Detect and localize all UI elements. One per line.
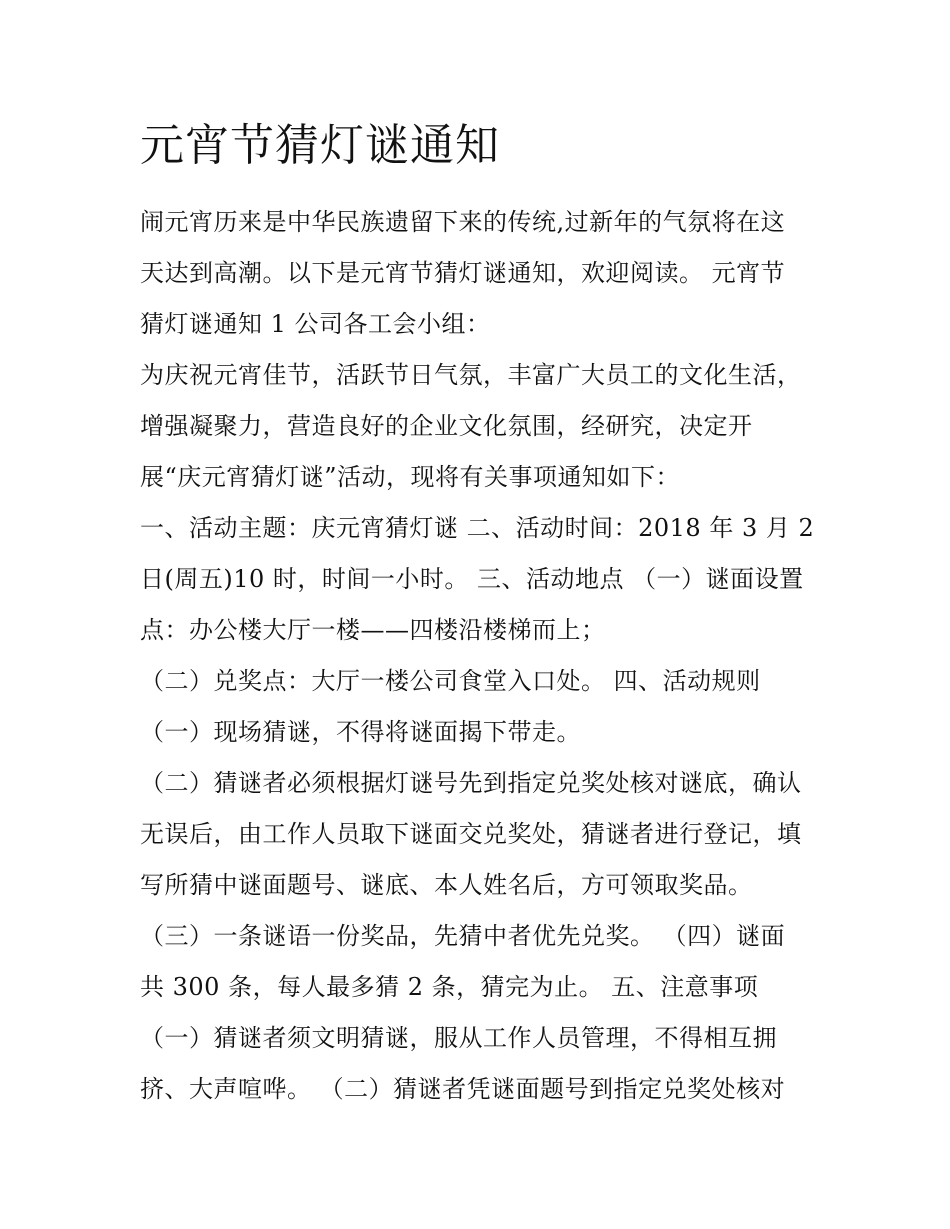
body-line: 写所猜中谜面题号、谜底、本人姓名后，方可领取奖品。 <box>140 871 753 899</box>
body-line: （二）兑奖点：大厅一楼公司食堂入口处。 四、活动规则 <box>140 667 761 695</box>
body-line: 增强凝聚力，营造良好的企业文化氛围，经研究，决定开 <box>140 412 753 440</box>
body-line: 闹元宵历来是中华民族遗留下来的传统,过新年的气氛将在这 <box>140 208 786 236</box>
body-line: 点：办公楼大厅一楼——四楼沿楼梯而上； <box>140 616 606 644</box>
body-line: 猜灯谜通知 1 公司各工会小组： <box>140 310 491 338</box>
body-line: 共 300 条，每人最多猜 2 条，猜完为止。 五、注意事项 <box>140 973 759 1001</box>
body-line: 挤、大声喧哗。 （二）猜谜者凭谜面题号到指定兑奖处核对 <box>140 1075 786 1103</box>
body-line: 展“庆元宵猜灯谜”活动，现将有关事项通知如下： <box>140 463 681 491</box>
body-line: （三）一条谜语一份奖品，先猜中者优先兑奖。 （四）谜面 <box>140 922 786 950</box>
body-line: 无误后，由工作人员取下谜面交兑奖处，猜谜者进行登记，填 <box>140 820 802 848</box>
body-line: （一）现场猜谜，不得将谜面揭下带走。 <box>140 718 581 746</box>
body-line: 一、活动主题：庆元宵猜灯谜 二、活动时间：2018 年 3 月 2 <box>140 514 815 542</box>
body-line: 天达到高潮。以下是元宵节猜灯谜通知，欢迎阅读。 元宵节 <box>140 259 786 287</box>
body-line: 为庆祝元宵佳节，活跃节日气氛，丰富广大员工的文化生活， <box>140 361 802 389</box>
body-line: （一）猜谜者须文明猜谜，服从工作人员管理，不得相互拥 <box>140 1024 777 1052</box>
document-title: 元宵节猜灯谜通知 <box>140 120 500 171</box>
body-line: （二）猜谜者必须根据灯谜号先到指定兑奖处核对谜底，确认 <box>140 769 802 797</box>
body-line: 日(周五)10 时，时间一小时。 三、活动地点 （一）谜面设置 <box>140 565 804 593</box>
